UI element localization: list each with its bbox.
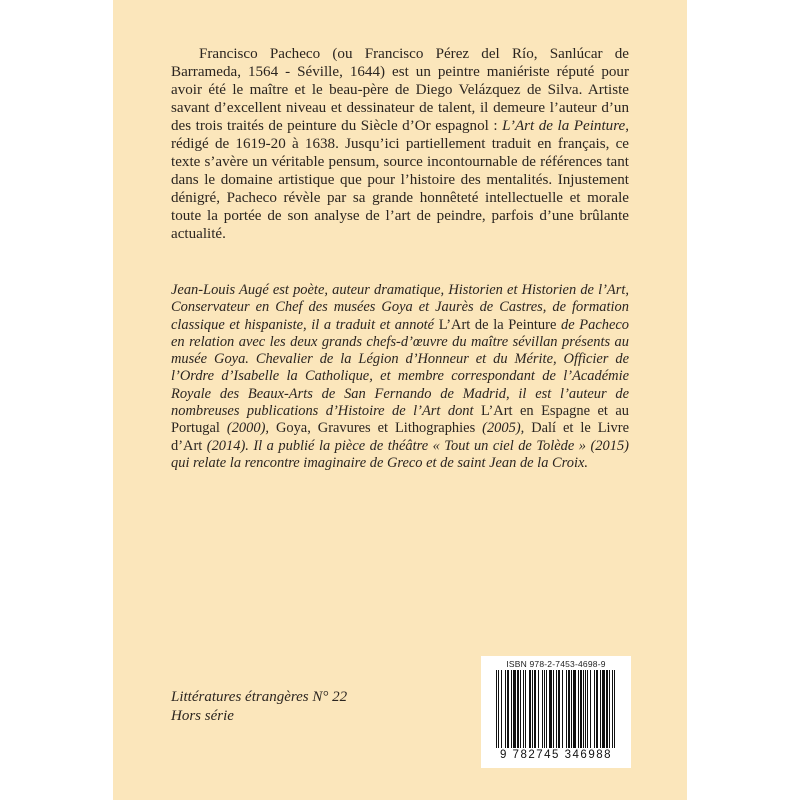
- barcode-bar: [546, 670, 547, 748]
- bio-segment-2: de Pacheco en relation avec les deux grands chefs-d’œuvre du maître sévillan présents au musée Goya. Chevalier de la Légion d’Honneur et du Mérite, Officier de l’Ordre d’Isabelle la Catholique, et membre correspondant de l’Académie Royale des Beaux-Arts de San Fernando de Madrid, il est l’auteur de nombreuses publications d’Histoire de l’Art dont: [171, 316, 629, 420]
- description-text-a: Francisco Pacheco (ou Francisco Pérez del Río, Sanlúcar de Barrameda, 1564 - Séville, 1644) est un peintre maniériste réputé pour avoir été le maître et le beau-père de Diego Velázquez de Silva. Artiste savant d’excellent niveau et dessinateur de talent, il demeure l’auteur d’un des trois traités de peinture du Siècle d’Or espagnol :: [171, 46, 629, 135]
- bio-title-2: L’Art en Espagne et au Portugal: [171, 403, 629, 437]
- barcode-bar: [602, 670, 605, 748]
- bio-title-3: Goya, Gravures et Lithographies: [275, 420, 476, 437]
- barcode-bar: [600, 670, 601, 748]
- barcode-bar: [562, 670, 563, 748]
- barcode-bar: [513, 670, 516, 748]
- barcode-bar: [590, 670, 591, 748]
- barcode-bar: [520, 670, 521, 748]
- barcode-bar: [571, 670, 572, 748]
- pacheco-description: [171, 45, 629, 244]
- book-title: L’Art de la Peinture: [502, 118, 626, 135]
- bio-segment-5: (2014). Il a publié la pièce de théâtre « Tout un ciel de Tolède » (2015) qui relate la rencontre imaginaire de Greco et de saint Jean de la Croix.: [171, 437, 629, 471]
- bio-segment-4: (2005),: [475, 420, 532, 437]
- barcode-bar: [558, 670, 560, 748]
- barcode-bar: [587, 670, 588, 748]
- barcode-bar: [544, 670, 545, 748]
- barcode-bar: [580, 670, 582, 748]
- series-subtitle: Hors série: [171, 708, 234, 724]
- barcode-bar: [505, 670, 506, 748]
- barcode-bar: [606, 670, 608, 748]
- barcode-bar: [517, 670, 519, 748]
- barcode-bar: [538, 670, 539, 748]
- barcode-bar: [568, 670, 570, 748]
- barcode-bar: [612, 670, 613, 748]
- bio-title-4: Dalí et le Livre d’Art: [171, 420, 629, 454]
- barcode-bars: [494, 670, 618, 750]
- barcode-digits: 9 782745 346988: [499, 749, 613, 761]
- barcode-bar: [511, 670, 512, 748]
- isbn-barcode: [481, 656, 631, 768]
- barcode-bar: [549, 670, 552, 748]
- barcode-bar: [583, 670, 584, 748]
- author-biography: [171, 282, 629, 472]
- barcode-bar: [578, 670, 579, 748]
- barcode-bar: [542, 670, 543, 748]
- bio-segment-1: Jean-Louis Augé est poète, auteur dramatique, Historien et Historien de l’Art, Conservateur en Chef des musées Goya et Jaurès de Castres, de formation classique et hispaniste, il a traduit et annoté: [171, 282, 629, 333]
- barcode-bar: [529, 670, 531, 748]
- barcode-bar: [553, 670, 554, 748]
- bio-segment-3: (2000),: [219, 420, 276, 437]
- barcode-bar: [523, 670, 524, 748]
- barcode-bar: [573, 670, 576, 748]
- barcode-bar: [556, 670, 557, 748]
- barcode-bar: [532, 670, 533, 748]
- isbn-label: ISBN 978-2-7453-4698-9: [506, 659, 606, 669]
- series-info: [171, 688, 347, 726]
- barcode-bar: [498, 670, 499, 748]
- barcode-bar: [585, 670, 586, 748]
- barcode-bar: [534, 670, 536, 748]
- barcode-bar: [614, 670, 615, 748]
- barcode-bar: [501, 670, 502, 748]
- bio-title-1: L’Art de la Peinture: [438, 316, 557, 333]
- barcode-bar: [525, 670, 526, 748]
- barcode-bar: [594, 670, 595, 748]
- barcode-bar: [566, 670, 567, 748]
- series-title: Littératures étrangères N° 22: [171, 689, 348, 705]
- barcode-bar: [507, 670, 509, 748]
- barcode-bar: [609, 670, 610, 748]
- barcode-bar: [596, 670, 598, 748]
- barcode-bar: [496, 670, 497, 748]
- description-text-b: , rédigé de 1619-20 à 1638. Jusqu’ici partiellement traduit en français, ce texte s’avère un véritable pensum, source incontournable de références tant dans le domaine artistique que pour l’histoire des mentalités. Injustement dénigré, Pacheco révèle par sa grande honnêteté intellectuelle et morale toute la portée de son analyse de l’art de peindre, parfois d’une brûlante actualité.: [171, 118, 629, 243]
